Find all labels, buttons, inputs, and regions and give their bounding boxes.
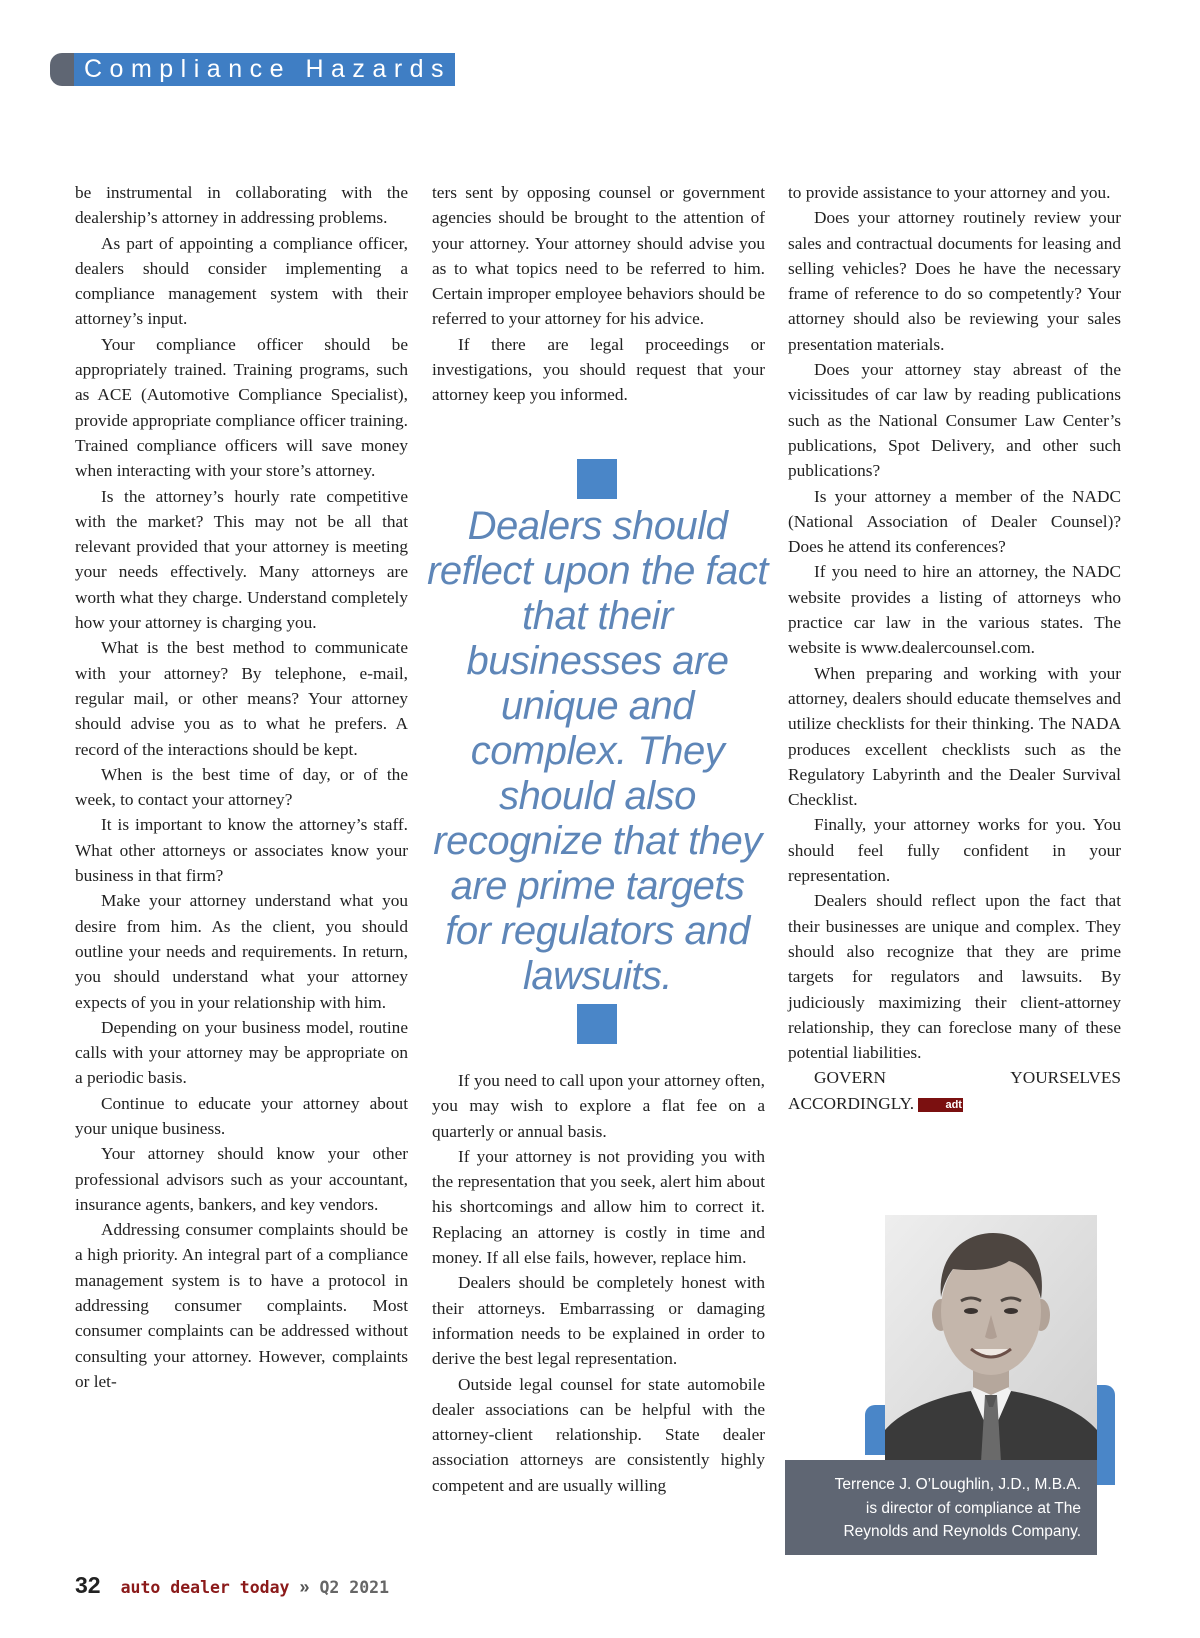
paragraph: If there are legal proceedings or investigations, you should request that your attorney keep you informed. — [432, 334, 765, 405]
paragraph: Dealers should reflect upon the fact that their businesses are unique and complex. They should also recognize that they are prime targets for regulators and lawsuits. By judiciously maximizing their client-attorney relationship, they can foreclose many of these potential liabilities. — [788, 891, 1121, 1063]
author-box — [785, 1215, 1117, 1555]
author-caption — [785, 1460, 1097, 1555]
paragraph: Outside legal counsel for state automobile dealer associations can be helpful with the attorney-client relationship. State dealer association attorneys are consistently highly competent and are usually willing — [432, 1374, 765, 1495]
page-footer — [75, 1572, 389, 1599]
paragraph: Is the attorney’s hourly rate competitive with the market? This may not be all that relevant provided that your attorney is meeting your needs effectively. Many attorneys are worth what they charge. Understand completely how your attorney is charging you. — [75, 486, 408, 633]
pull-quote: Dealers should reflect upon the fact that their businesses are unique and complex. They should also recognize that they are prime targets for regulators and lawsuits. — [427, 504, 768, 998]
paragraph: Dealers should be completely honest with their attorneys. Embarrassing or damaging information needs to be explained in order to derive the best legal representation. — [432, 1273, 765, 1369]
section-header — [50, 53, 455, 86]
author-portrait-graphic — [885, 1215, 1097, 1462]
paragraph: Finally, your attorney works for you. You should feel fully confident in your representation. — [788, 815, 1121, 886]
photo-frame-accent-right — [1097, 1385, 1115, 1485]
article-column-1 — [75, 180, 408, 1394]
paragraph: Make your attorney understand what you desire from him. As the client, you should outline your needs and requirements. In return, you should understand what your attorney expects of you in your relationship with him. — [75, 891, 408, 1012]
paragraph: When preparing and working with your attorney, dealers should educate themselves and utilize checklists for their thinking. The NADA produces excellent checklists such as the Regulatory Labyrinth and the Dealer Survival Checklist. — [788, 663, 1121, 810]
paragraph: It is important to know the attorney’s staff. What other attorneys or associates know your business in that firm? — [75, 815, 408, 886]
author-caption-line: is director of compliance at The — [865, 1499, 1081, 1517]
paragraph: Your compliance officer should be appropriately trained. Training programs, such as ACE (Automotive Compliance Specialist), provide appropriate compliance officer training. Trained compliance officers will save money when interacting with your store’s attorney. — [75, 334, 408, 481]
paragraph: Is your attorney a member of the NADC (National Association of Dealer Counsel)? Does he attend its conferences? — [788, 486, 1121, 557]
paragraph: Your attorney should know your other professional advisors such as your accountant, insurance agents, bankers, and key vendors. — [75, 1144, 408, 1214]
pull-quote-square-top — [577, 459, 617, 499]
issue-label: Q2 2021 — [319, 1578, 390, 1597]
paragraph: When is the best time of day, or of the week, to contact your attorney? — [75, 764, 408, 810]
article-column-2-bottom — [432, 1068, 765, 1498]
magazine-name: auto dealer today — [120, 1578, 290, 1597]
paragraph: to provide assistance to your attorney and you. — [788, 183, 1111, 202]
paragraph: Depending on your business model, routine calls with your attorney may be appropriate on a periodic basis. — [75, 1017, 408, 1088]
section-header-tab — [50, 53, 74, 86]
page-number: 32 — [75, 1572, 101, 1598]
end-mark-logo: adt — [918, 1098, 963, 1112]
paragraph: Does your attorney routinely review your sales and contractual documents for leasing and selling vehicles? Does he have the necessary frame of reference to do so competently? Your attorney should also be reviewing your sales presentation materials. — [788, 208, 1121, 354]
paragraph: be instrumental in collaborating with the dealership’s attorney in addressing problems. — [75, 183, 408, 228]
closing-paragraph — [788, 1065, 1121, 1116]
chevron-separator-icon: » — [299, 1577, 310, 1597]
paragraph: Continue to educate your attorney about your unique business. — [75, 1093, 408, 1138]
author-photo — [885, 1215, 1097, 1462]
author-caption-line: Terrence J. O’Loughlin, J.D., M.B.A. — [834, 1476, 1081, 1493]
paragraph: What is the best method to communicate with your attorney? By telephone, e-mail, regular mail, or other means? Your attorney should advise you as to what he prefers. A record of the interactions should be kept. — [75, 638, 408, 759]
article-column-2-top — [432, 180, 765, 408]
pull-quote-square-bottom — [577, 1004, 617, 1044]
author-caption-line: Reynolds and Reynolds Company. — [843, 1523, 1081, 1540]
paragraph: Does your attorney stay abreast of the vicissitudes of car law by reading publications such as the National Consumer Law Center’s publications, Spot Delivery, and other such publications? — [788, 360, 1121, 481]
paragraph: As part of appointing a compliance officer, dealers should consider implementing a compliance management system with their attorney’s input. — [75, 233, 408, 329]
paragraph: If you need to call upon your attorney often, you may wish to explore a flat fee on a quarterly or annual basis. — [432, 1071, 765, 1141]
paragraph: If you need to hire an attorney, the NADC website provides a listing of attorneys who practice car law in the various states. The website is www.dealercounsel.com. — [788, 562, 1121, 658]
closing-text: GOVERN YOURSELVES ACCORDINGLY. — [788, 1068, 1121, 1113]
paragraph: ters sent by opposing counsel or government agencies should be brought to the attention of your attorney. Your attorney should advise you as to what topics need to be referred to him. Certain improper employee behaviors should be referred to your attorney for his advice. — [432, 183, 765, 329]
section-title: Compliance Hazards — [74, 53, 455, 86]
article-column-3 — [788, 180, 1121, 1116]
paragraph: If your attorney is not providing you with the representation that you seek, alert him about his shortcomings and allow him to correct it. Replacing an attorney is costly in time and money. If all else fails, however, replace him. — [432, 1146, 765, 1268]
paragraph: Addressing consumer complaints should be a high priority. An integral part of a compliance management system is to have a protocol in addressing consumer complaints. Most consumer complaints can be addressed without consulting your attorney. However, complaints or let- — [75, 1220, 408, 1391]
